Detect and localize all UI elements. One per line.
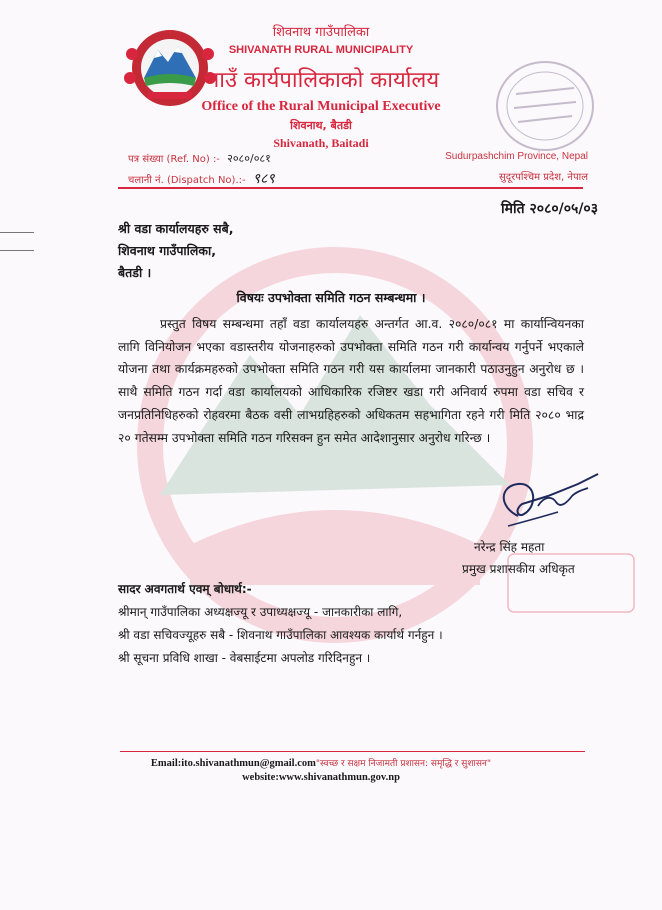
ref-label: पत्र संख्या (Ref. No) :- [128, 154, 220, 165]
letter-body [118, 313, 584, 449]
footer-motto: "स्वच्छ र सक्षम निजामती प्रशासन: समृद्धि र सुशासन" [315, 759, 492, 769]
footer-divider [120, 751, 585, 752]
footer-website[interactable]: website:www.shivanathmun.gov.np [242, 772, 400, 783]
signature-icon [478, 466, 608, 536]
signer-title: प्रमुख प्रशासकीय अधिकृत [462, 562, 575, 576]
footer-contact [0, 756, 652, 769]
margin-mark [0, 250, 34, 251]
location-np: शिवनाथ, बैतडी [290, 119, 352, 132]
dispatch-label: चलानी नं. (Dispatch No).:- [128, 175, 246, 186]
location-en: Shivanath, Baitadi [273, 136, 369, 150]
letter-date: मिति २०८०/०५/०३ [501, 201, 598, 217]
office-stamp-icon [490, 54, 600, 159]
ref-number [128, 151, 271, 166]
cc-item: श्रीमान् गाउँपालिका अध्यक्षज्यू र उपाध्यक्षज्यू - जानकारीका लागि, [118, 605, 403, 619]
municipality-name-en: SHIVANATH RURAL MUNICIPALITY [228, 44, 414, 56]
municipality-name-np: शिवनाथ गाउँपालिका [272, 25, 370, 40]
addressee-line-1: श्री वडा कार्यालयहरु सबै, [118, 221, 234, 236]
header-divider [118, 187, 583, 189]
province-en: Sudurpashchim Province, Nepal [445, 151, 588, 162]
ref-value: २०८०/०८१ [227, 152, 271, 165]
cc-item: श्री वडा सचिवज्यूहरु सबै - शिवनाथ गाउँपालिका आवश्यक कार्यार्थ गर्नहुन । [118, 628, 443, 642]
body-paragraph: प्रस्तुत विषय सम्बन्धमा तहाँ वडा कार्यालयहरु अन्तर्गत आ.व. २०८०/०८१ मा कार्यान्वियनका लागि विनियोजन भएका वडास्तरीय योजनाहरुको उपभोक्ता समिति गठन गरी कार्यान्वय गर्नुपर्ने भएकाले योजना तथा कार्यक्रमहरुको उपभोक्ता समिति गठन गरी यस कार्यालमा जानकारी पठाउनुहुन अनुरोध छ । साथै समिति गठन गर्दा वडा कार्यालयको आधिकारिक रजिष्टर खडा गरी अनिवार्य रुपमा वडा सचिव र जनप्रतिनिधिहरुको रोहवरमा बैठक वसी लाभग्रहिहरुको अधिकतम सहभागिता रहने गरी मिति २०८० भाद्र २० गतेसम्म उपभोक्ता समिति गठन गरिसक्न हुन समेत आदेशानुसार अनुरोध गरिन्छ । [118, 317, 584, 445]
cc-item: श्री सूचना प्रविधि शाखा - वेबसाईटमा अपलोड गरिदिनहुन । [118, 651, 371, 665]
signer-name: नरेन्द्र सिंह महता [474, 540, 545, 554]
office-name-en: Office of the Rural Municipal Executive [201, 99, 441, 114]
signer-stamp-icon [492, 548, 642, 618]
cc-heading: सादर अवगतार्थ एवम् बोधार्थ:- [118, 582, 252, 596]
dispatch-value: ९८९ [252, 171, 275, 187]
office-name-np: गाउँ कार्यपालिकाको कार्यालय [206, 68, 440, 93]
letter-subject: विषयः उपभोक्ता समिति गठन सम्बन्धमा । [236, 290, 426, 305]
signer-stamp [492, 548, 642, 618]
province-np: सुदूरपश्चिम प्रदेश, नेपाल [499, 172, 588, 183]
addressee-line-2: शिवनाथ गाउँपालिका, [118, 243, 216, 258]
dispatch-number [128, 169, 275, 188]
margin-mark [0, 232, 34, 233]
footer-email[interactable]: Email:ito.shivanathmun@gmail.com [150, 758, 316, 769]
addressee-line-3: बैतडी । [118, 265, 152, 280]
